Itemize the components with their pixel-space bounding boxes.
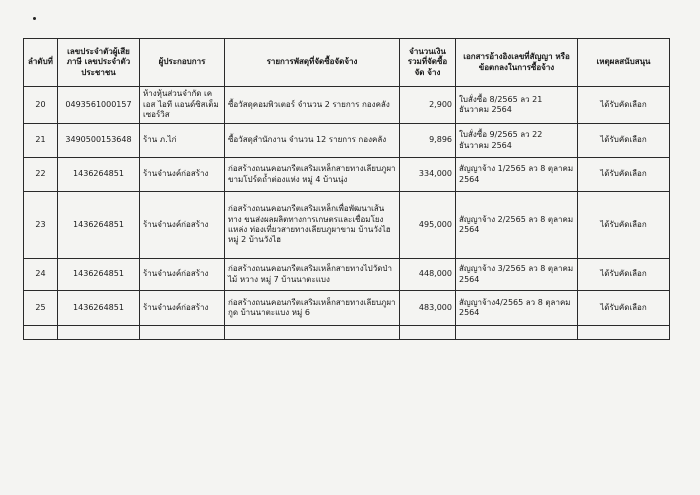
scan-mark	[33, 17, 36, 20]
row-tax-id: 3490500153648	[58, 124, 140, 158]
empty-cell	[140, 326, 225, 340]
table-row	[24, 259, 670, 291]
table-header-row	[24, 39, 670, 87]
row-reason: ได้รับคัดเลือก	[578, 87, 670, 124]
empty-cell	[24, 326, 58, 340]
procurement-table	[23, 38, 670, 340]
row-items: ซื้อวัสดุสำนักงาน จำนวน 12 รายการ กองคลัง	[225, 124, 400, 158]
empty-cell	[456, 326, 578, 340]
row-no: 21	[24, 124, 58, 158]
row-reason: ได้รับคัดเลือก	[578, 259, 670, 291]
row-reason: ได้รับคัดเลือก	[578, 291, 670, 326]
header-reason: เหตุผลสนับสนุน	[578, 39, 670, 87]
row-no: 24	[24, 259, 58, 291]
row-vendor: ร้านจำนงค์ก่อสร้าง	[140, 259, 225, 291]
header-items: รายการพัสดุที่จัดซื้อจัดจ้าง	[225, 39, 400, 87]
row-tax-id: 1436264851	[58, 158, 140, 192]
empty-cell	[578, 326, 670, 340]
row-vendor: ห้างหุ้นส่วนจำกัด เค เอส ไอที แอนด์ซิสเต็มเซอร์วิส	[140, 87, 225, 124]
row-reference: สัญญาจ้าง 2/2565 ลว 8 ตุลาคม 2564	[456, 192, 578, 259]
header-vendor: ผู้ประกอบการ	[140, 39, 225, 87]
row-no: 20	[24, 87, 58, 124]
table-row-empty	[24, 326, 670, 340]
row-tax-id: 0493561000157	[58, 87, 140, 124]
header-tax-id: เลขประจำตัวผู้เสียภาษี เลขประจำตัวประชาชน	[58, 39, 140, 87]
table-row	[24, 87, 670, 124]
row-vendor: ร้านจำนงค์ก่อสร้าง	[140, 192, 225, 259]
row-reason: ได้รับคัดเลือก	[578, 124, 670, 158]
row-vendor: ร้านจำนงค์ก่อสร้าง	[140, 291, 225, 326]
row-no: 22	[24, 158, 58, 192]
row-tax-id: 1436264851	[58, 192, 140, 259]
table-row	[24, 124, 670, 158]
row-items: ก่อสร้างถนนคอนกรีตเสริมเหล็กสายทางเลียบภูผา ขามโปร์ดถ้ำต่องแห่ง หมู่ 4 บ้านนุ่ง	[225, 158, 400, 192]
row-no: 23	[24, 192, 58, 259]
row-reference: สัญญาจ้าง4/2565 ลว 8 ตุลาคม 2564	[456, 291, 578, 326]
row-items: ก่อสร้างถนนคอนกรีตเสริมเหล็กสายทางเลียบภูผากูด บ้านนาตะแบง หมู่ 6	[225, 291, 400, 326]
row-reason: ได้รับคัดเลือก	[578, 192, 670, 259]
row-amount: 2,900	[400, 87, 456, 124]
table-row	[24, 158, 670, 192]
row-reference: สัญญาจ้าง 3/2565 ลว 8 ตุลาคม 2564	[456, 259, 578, 291]
empty-cell	[58, 326, 140, 340]
empty-cell	[400, 326, 456, 340]
row-vendor: ร้านจำนงค์ก่อสร้าง	[140, 158, 225, 192]
row-reference: ใบสั่งซื้อ 9/2565 ลว 22 ธันวาคม 2564	[456, 124, 578, 158]
row-amount: 334,000	[400, 158, 456, 192]
row-reference: สัญญาจ้าง 1/2565 ลว 8 ตุลาคม 2564	[456, 158, 578, 192]
row-amount: 483,000	[400, 291, 456, 326]
header-reference: เอกสารอ้างอิงเลขที่สัญญา หรือข้อตกลงในการซื้อจ้าง	[456, 39, 578, 87]
table-row	[24, 291, 670, 326]
row-vendor: ร้าน ภ.ไก่	[140, 124, 225, 158]
row-reason: ได้รับคัดเลือก	[578, 158, 670, 192]
row-items: ซื้อวัสดุคอมพิวเตอร์ จำนวน 2 รายการ กองคลัง	[225, 87, 400, 124]
row-items: ก่อสร้างถนนคอนกรีตเสริมเหล็กเพื่อพัฒนาเส้นทาง ขนส่งผลผลิตทางการเกษตรและเชื่อมโยงแหล่ง ท่องเที่ยวสายทางเลียบภูผาขาม บ้านวังไฮ หมู่ 2 บ้านวังไฮ	[225, 192, 400, 259]
table-row	[24, 192, 670, 259]
row-tax-id: 1436264851	[58, 291, 140, 326]
row-items: ก่อสร้างถนนคอนกรีตเสริมเหล็กสายทางไปวัดป่าไม้ หวาง หมู่ 7 บ้านนาตะแบง	[225, 259, 400, 291]
row-no: 25	[24, 291, 58, 326]
row-amount: 448,000	[400, 259, 456, 291]
row-reference: ใบสั่งซื้อ 8/2565 ลว 21 ธันวาคม 2564	[456, 87, 578, 124]
row-amount: 9,896	[400, 124, 456, 158]
header-amount: จำนวนเงิน รวมที่จัดซื้อจัด จ้าง	[400, 39, 456, 87]
header-no: ลำดับที่	[24, 39, 58, 87]
row-tax-id: 1436264851	[58, 259, 140, 291]
empty-cell	[225, 326, 400, 340]
row-amount: 495,000	[400, 192, 456, 259]
